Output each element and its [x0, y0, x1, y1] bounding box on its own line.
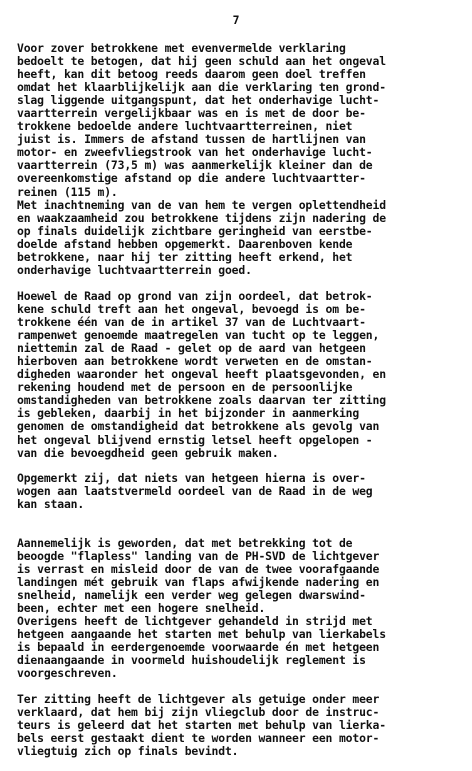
- text-line: trokkene bedoelde andere luchtvaartterreinen, niet: [17, 119, 353, 134]
- text-line: vliegtuig zich op finals bevindt.: [17, 744, 239, 759]
- text-line: omstandigheden van betrokkene zoals daarvan ter zitting: [17, 393, 386, 408]
- page-number: 7: [232, 13, 240, 27]
- text-line: been, echter met een hogere snelheid.: [17, 601, 266, 616]
- text-line: slag liggende uitgangspunt, dat het onderhavige lucht-: [17, 93, 380, 108]
- text-line: rampenwet genoemde maatregelen van tucht op te leggen,: [17, 328, 380, 343]
- text-line: snelheid, namelijk een verder weg gelegen dwarswind-: [17, 588, 366, 603]
- text-line: omdat het klaarblijkelijk aan die verklaring ten grond-: [17, 80, 386, 95]
- text-line: digheden waaronder het ongeval heeft plaatsgevonden, en: [17, 367, 386, 382]
- text-line: het ongeval blijvend ernstig letsel heeft opgelopen -: [17, 432, 373, 447]
- text-line: Voor zover betrokkene met evenvermelde verklaring: [17, 41, 346, 55]
- text-line: landingen mét gebruik van flaps afwijkende nadering en: [17, 575, 380, 590]
- text-line: reinen (115 m).: [17, 184, 118, 199]
- text-line: onderhavige luchtvaartterrein goed.: [17, 262, 252, 277]
- text-line: Overigens heeft de lichtgever gehandeld in strijd met: [17, 614, 373, 629]
- text-line: vaartterrein vergelijkbaar was en is met de door be-: [17, 106, 366, 121]
- text-line: van die bevoegdheid geen gebruik maken.: [17, 445, 279, 460]
- paragraph-2: [17, 290, 469, 460]
- text-line: genomen de omstandigheid dat betrokkene als gevolg van: [17, 419, 380, 434]
- text-line: heeft, kan dit betoog reeds daarom geen doel treffen: [17, 67, 366, 82]
- text-line: Met inachtneming van de van hem te vergen oplettendheid: [17, 197, 386, 212]
- text-line: en waakzaamheid zou betrokkene tijdens zijn nadering de: [17, 210, 386, 225]
- text-line: voorgeschreven.: [17, 666, 118, 681]
- text-line: verklaard, dat hem bij zijn vliegclub door de instruc-: [17, 705, 380, 720]
- text-line: beoogde "flapless" landing van de PH-SVD de lichtgever: [17, 549, 380, 564]
- text-line: Ter zitting heeft de lichtgever als getuige onder meer: [17, 692, 380, 706]
- text-line: Aannemelijk is geworden, dat met betrekking tot de: [17, 536, 353, 550]
- text-line: hetgeen aangaande het starten met behulp van lierkabels: [17, 627, 386, 642]
- text-line: vaartterrein (73,5 m) was aanmerkelijk kleiner dan de: [17, 158, 373, 173]
- text-line: hierboven aan betrokkene wordt verweten en de omstan-: [17, 354, 373, 369]
- text-line: Opgemerkt zij, dat niets van hetgeen hierna is over-: [17, 471, 366, 485]
- text-line: kene schuld treft aan het ongeval, bevoegd is om be-: [17, 302, 366, 317]
- text-line: rekening houdend met de persoon en de persoonlijke: [17, 380, 353, 395]
- text-line: niettemin zal de Raad - gelet op de aard van hetgeen: [17, 341, 366, 356]
- text-line: overeenkomstige afstand op die andere luchtvaartter-: [17, 171, 366, 186]
- paragraph-5: [17, 693, 469, 758]
- text-line: is bepaald in eerdergenoemde voorwaarde én met hetgeen: [17, 640, 380, 655]
- text-line: dienaangaande in voormeld huishoudelijk reglement is: [17, 653, 366, 668]
- text-line: Hoewel de Raad op grond van zijn oordeel, dat betrok-: [17, 289, 373, 303]
- text-line: is gebleken, daarbij in het bijzonder in aanmerking: [17, 406, 360, 421]
- text-line: juist is. Immers de afstand tussen de hartlijnen van: [17, 132, 366, 147]
- text-line: kan staan.: [17, 497, 85, 512]
- text-line: bels eerst gestaakt dient te worden wanneer een motor-: [17, 731, 380, 746]
- text-line: doelde afstand hebben opgemerkt. Daarenboven kende: [17, 236, 353, 251]
- text-line: trokkene één van de in artikel 37 van de Luchtvaart-: [17, 315, 366, 330]
- text-line: bedoelt te betogen, dat hij geen schuld aan het ongeval: [17, 54, 386, 69]
- text-line: op finals duidelijk zichtbare geringheid van eerstbe-: [17, 223, 373, 238]
- text-line: motor- en zweefvliegstrook van het onderhavige lucht-: [17, 145, 373, 160]
- text-line: teurs is geleerd dat het starten met behulp van lierka-: [17, 718, 386, 733]
- paragraph-3: [17, 472, 469, 511]
- text-line: is verrast en misleid door de van de twee voorafgaande: [17, 562, 380, 577]
- paragraph-1: [17, 42, 469, 277]
- text-line: wogen aan laatstvermeld oordeel van de Raad in de weg: [17, 484, 373, 499]
- text-line: betrokkene, naar hij ter zitting heeft erkend, het: [17, 249, 353, 264]
- paragraph-4: [17, 537, 469, 681]
